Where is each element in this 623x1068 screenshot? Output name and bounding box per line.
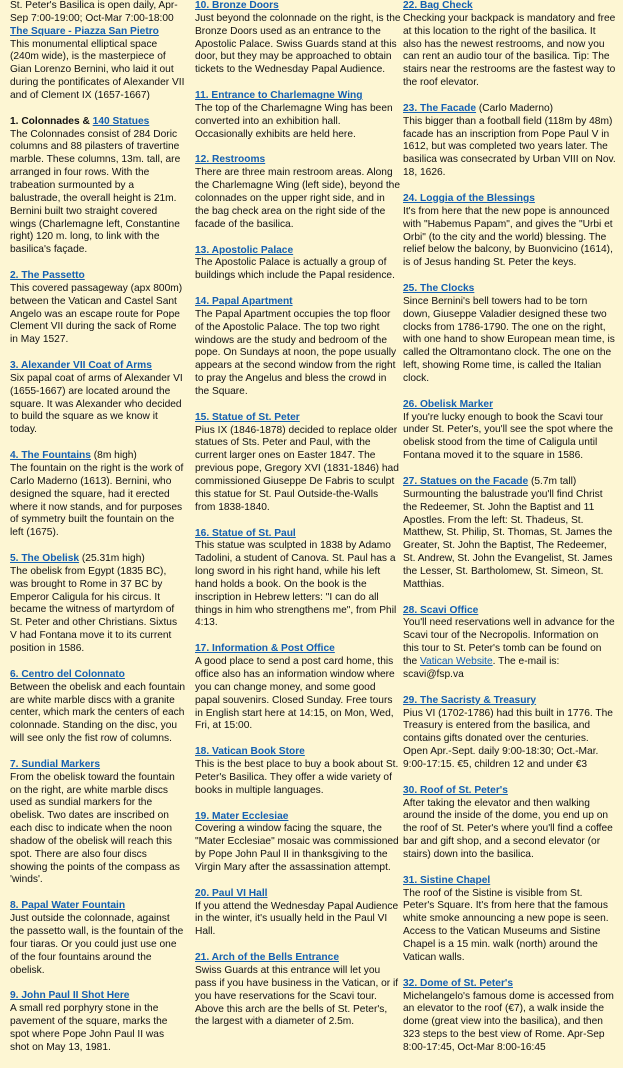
entry-title-link[interactable]: 31. Sistine Chapel — [403, 874, 491, 886]
entry-charlemagne — [195, 90, 401, 141]
entry-title-link[interactable]: 28. Scavi Office — [403, 604, 479, 616]
entry-note: (Carlo Maderno) — [476, 102, 554, 114]
entry-passetto — [10, 270, 186, 347]
entry-title-link[interactable]: 24. Loggia of the Blessings — [403, 192, 535, 204]
entry-colonnades — [10, 116, 186, 257]
entry-body: A small red porphyry stone in the pavement of the square, marks the spot where Pope John Paul II was shot on May 13, 1981. — [10, 1003, 168, 1053]
entry-body: From the obelisk toward the fountain on the right, are white marble discs used as sundial markers for the obelisk. Two dates are inscribed on each disc to indicate when the noon shadow of the obelisk will reach this spot. There are also four discs showing the points of the compass as 'winds'. — [10, 771, 180, 886]
entry-body: Pius VI (1702-1786) had this built in 1776. The Treasury is entered from the basilica, and contains gifts donated over the centuries. Open Apr.-Sept. daily 9:00-18:30; Oct.-Mar. 9:00-17:15. €5, children 12 and under €3 — [403, 707, 613, 770]
entry-body: Just outside the colonnade, against the passetto wall, is the fountain of the four tiaras. Or you could just use one of the four fountains around the obelisk. — [10, 913, 184, 976]
entry-title-link[interactable]: 18. Vatican Book Store — [195, 746, 305, 758]
entry-title-link[interactable]: 25. The Clocks — [403, 283, 475, 295]
entry-body: Surmounting the balustrade you'll find Christ the Redeemer, St. John the Baptist and 11 Apostles. From the left: St. Thadeus, St. Matthew, St. Philip, St. Thomas, St. James the Greater, St. John the Baptist, The Redeemer, St. Andrew, St. John the Evangelist, St. James the Lesser, St. Bartholomew, St. Simeon, St. Matthias. — [403, 488, 613, 590]
entry-title-link[interactable]: 4. The Fountains — [10, 450, 91, 462]
entry-restrooms — [195, 154, 401, 231]
entry-papal-water — [10, 900, 186, 977]
entry-sacristy — [403, 695, 616, 772]
entry-note: (8m high) — [90, 450, 137, 462]
column-2 — [195, 0, 401, 1042]
entry-statue-st-paul — [195, 528, 401, 631]
entry-coat-of-arms — [10, 360, 186, 437]
entry-jp2-shot — [10, 990, 186, 1054]
entry-apostolic-palace — [195, 245, 401, 284]
entry-title-link[interactable]: 26. Obelisk Marker — [403, 398, 494, 410]
entry-sistine — [403, 875, 616, 965]
entry-title-link[interactable]: 16. Statue of St. Paul — [195, 527, 296, 539]
entry-title-link[interactable]: 7. Sundial Markers — [10, 758, 101, 770]
entry-body: Checking your backpack is mandatory and free at this location to the right of the basilica. It also has the newest restrooms, and now you can rent an audio tour of the basilica. Tip: The stairs near the restrooms are the fastest way to the roof elevator. — [403, 12, 616, 89]
column-1 — [10, 0, 186, 1068]
entry-title-link[interactable]: 13. Apostolic Palace — [195, 244, 294, 256]
entry-title: 1. Colonnades & — [10, 115, 90, 127]
entry-title-link[interactable]: 11. Entrance to Charlemagne Wing — [195, 90, 363, 102]
entry-body: Six papal coat of arms of Alexander VI (1655-1667) are located around the square. It was Alexander who decided to build the square as we know it today. — [10, 372, 183, 436]
entry-body: Just beyond the colonnade on the right, is the Bronze Doors used as an entrance to the Apostolic Palace. Swiss Guards stand at this door, but they may be approached to obtain tickets to the Wednesday Papal Audience. — [195, 12, 401, 76]
entry-body: The fountain on the right is the work of Carlo Maderno (1613). Bernini, who designed the square, had it erected where it now stands, and for purposes of symmetry built the fountain on the left (1675). — [10, 463, 184, 539]
entry-body: Covering a window facing the square, the "Mater Ecclesiae" mosaic was commissioned by Pope John Paul II in thanksgiving to the Virgin Mary after the assassination attempt. — [195, 823, 399, 873]
entry-title-link[interactable]: 27. Statues on the Facade — [403, 476, 529, 487]
statues-link[interactable]: 140 Statues — [92, 115, 150, 127]
entry-info-post-office — [195, 643, 401, 733]
entry-facade — [403, 103, 616, 180]
entry-title-link[interactable]: 17. Information & Post Office — [195, 643, 335, 655]
entry-body: The Colonnades consist of 284 Doric columns and 88 pilasters of travertine marble. These columns, 13m. tall, are arranged in four rows. With the trabeation surmounted by a balustrade, the overall height is 21m. Bernini built two straight covered wings (Charlemagne left, Constantine right) 120 m. long, to link with the basilica's façade. — [10, 128, 181, 256]
entry-body: This bigger than a football field (118m by 48m) facade has an inscription from Pope Paul V in 1612, but was completed two years later. The basilica was consecrated by Urban VIII on Nov. 18, 1626. — [403, 115, 616, 179]
entry-bag-check — [403, 0, 616, 90]
entry-body: The top of the Charlemagne Wing has been converted into an exhibition hall. Occasionally exhibits are held here. — [195, 102, 393, 140]
entry-body — [403, 617, 616, 681]
entry-title-link[interactable]: 19. Mater Ecclesiae — [195, 810, 289, 822]
entry-body: The roof of the Sistine is visible from St. Peter's Square. It's from here that the famous white smoke announcing a new pope is seen. Access to the Vatican Museums and Sistine Chapel is a 15 min. walk (north) around the Vatican walls. — [403, 887, 609, 963]
entry-paul-vi-hall — [195, 888, 401, 939]
entry-papal-apartment — [195, 296, 401, 399]
entry-statue-st-peter — [195, 412, 401, 515]
entry-title-link[interactable]: 15. Statue of St. Peter — [195, 411, 300, 423]
entry-body: If you attend the Wednesday Papal Audience in the winter, it's usually held in the Paul VI Hall. — [195, 900, 399, 938]
entry-title-link[interactable]: 29. The Sacristy & Treasury — [403, 694, 537, 706]
column-3 — [403, 0, 616, 1068]
body-text: You'll need reservations well in advance for the Scavi tour of the Necropolis. Information on this tour to St. Peter's tomb can be found on the — [403, 617, 615, 667]
entry-body: Between the obelisk and each fountain are white marble discs with a granite center, which mark the centers of each colonnade. Standing on the disc, you will see only the fist row of columns. — [10, 681, 186, 745]
entry-body: Michelangelo's famous dome is accessed from an elevator to the roof (€7), a walk inside the dome (great view into the basilica), and then 323 steps to the best view of Rome. Apr-Sep 8:00-17:45, Oct-Mar 8:00-16:45 — [403, 990, 614, 1053]
entry-scavi-office — [403, 605, 616, 682]
entry-title-link[interactable]: 6. Centro del Colonnato — [10, 668, 125, 680]
entry-title-link[interactable]: 10. Bronze Doors — [195, 0, 279, 11]
entry-title-link[interactable]: 21. Arch of the Bells Entrance — [195, 952, 339, 964]
entry-body: The Papal Apartment occupies the top floor of the Apostolic Palace. The top two right windows are the study and bedroom of the pope. On Sundays at noon, the pope usually appears at the second window from the right to pray the Angelus and bless the crowd in the Square. — [195, 308, 397, 397]
entry-body: Pius IX (1846-1878) decided to replace older statues of Sts. Peter and Paul, with the current larger ones on Easter 1847. The previous pope, Gregory XVI (1831-1846) had commissioned Giuseppe De Fabris to sculpt this statue for St. Paul Outside-the-Walls from 1838-1840. — [195, 424, 399, 513]
opening-hours: St. Peter's Basilica is open daily, Apr-Sep 7:00-19:00; Oct-Mar 7:00-18:00 — [10, 0, 178, 24]
entry-body: A good place to send a post card home, this office also has an information window where you can change money, and some good papal souvenirs. Closed Sunday. Free tours in English start here at 14:15, on Mon, Wed, Fri, at 15:00. — [195, 656, 395, 732]
entry-body: This statue was sculpted in 1838 by Adamo Tadolini, a student of Canova. St. Paul has a long sword in his right hand, while his left hand holds a book. On the book is the inscription in Hebrew letters: "I can do all things in him who strengthens me", from Phil 4:13. — [195, 540, 397, 629]
entry-title-link[interactable]: 5. The Obelisk — [10, 553, 80, 565]
entry-title-link[interactable]: 22. Bag Check — [403, 0, 473, 11]
entry-title-link[interactable]: 8. Papal Water Fountain — [10, 900, 126, 912]
entry-clocks — [403, 283, 616, 386]
entry-loggia — [403, 193, 616, 270]
entry-sundial — [10, 759, 186, 887]
entry-title-link[interactable]: 30. Roof of St. Peter's — [403, 784, 508, 796]
entry-title-link[interactable]: 12. Restrooms — [195, 154, 266, 166]
entry-title-link[interactable]: 32. Dome of St. Peter's — [403, 977, 513, 989]
entry-note: (25.31m high) — [79, 553, 145, 565]
entry-body: Since Bernini's bell towers had to be torn down, Giuseppe Valadier designed these two clocks from 1786-1790. The one on the right, with one hand to show European mean time, is called the Oltramontano clock. The one on the left, showing Rome time, is called the Italian clock. — [403, 295, 615, 384]
entry-square — [10, 26, 186, 103]
entry-body: There are three main restroom areas. Along the Charlemagne Wing (left side), beyond the colonnades on the upper right side, and in the bag check area on the right side of the facade of the basilica. — [195, 167, 400, 230]
entry-body: Swiss Guards at this entrance will let you pass if you have business in the Vatican, or if you have reservations for the Scavi tour. Above this arch are the bells of St. Peter's, the largest with a diameter of 2.5m. — [195, 965, 399, 1028]
body-text: . The e-mail is: scavi@fsp.va — [403, 655, 560, 680]
entry-body: The Apostolic Palace is actually a group of buildings which include the Papal residence. — [195, 257, 395, 282]
entry-centro — [10, 669, 186, 746]
entry-body: If you're lucky enough to book the Scavi tour under St. Peter's, you'll see the spot where the obelisk stood from the time of Caligula until Fontana moved it to the square in 1586. — [403, 411, 614, 462]
entry-title-link[interactable]: 14. Papal Apartment — [195, 296, 293, 308]
entry-book-store — [195, 746, 401, 797]
entry-body: This covered passageway (apx 800m) between the Vatican and Castel Sant Angelo was an escape route for Pope Clement VII during the sack of Rome in May 1527. — [10, 282, 183, 346]
entry-title-link[interactable]: 9. John Paul II Shot Here — [10, 990, 130, 1002]
entry-title-link[interactable]: The Square - Piazza San Pietro — [10, 25, 159, 37]
entry-title-link[interactable]: 3. Alexander VII Coat of Arms — [10, 360, 152, 372]
entry-title-link[interactable]: 20. Paul VI Hall — [195, 887, 268, 899]
entry-body: This monumental elliptical space (240m wide), is the masterpiece of Gian Lorenzo Bernini, who laid it out during the pontificates of Alexander VII and of Clement IX (1657-1667) — [10, 38, 185, 101]
entry-obelisk-marker — [403, 399, 616, 463]
entry-dome — [403, 978, 616, 1055]
entry-body: This is the best place to buy a book about St. Peter's Basilica. They offer a wide variety of books in multiple languages. — [195, 759, 399, 796]
entry-arch-of-bells — [195, 952, 401, 1029]
entry-title-link[interactable]: 23. The Facade — [403, 102, 477, 114]
entry-body: It's from here that the new pope is announced with "Habemus Papam", and gives the "Urbi et Orbi" (to the city and the world) blessing. The relief below the balcony, by Buonvicino (1614), is of Jesus handing St. Peter the keys. — [403, 205, 613, 269]
entry-statues-facade — [403, 476, 616, 592]
entry-bronze-doors — [195, 0, 401, 77]
entry-roof — [403, 785, 616, 862]
entry-fountains — [10, 450, 186, 540]
entry-obelisk — [10, 553, 186, 656]
entry-body: After taking the elevator and then walking around the inside of the dome, you end up on the roof of St. Peter's where you'll find a coffee bar and gift shop, and a second elevator (or stairs) down into the basilica. — [403, 797, 613, 860]
entry-mater-ecclesiae — [195, 811, 401, 875]
entry-title-link[interactable]: 2. The Passetto — [10, 270, 85, 282]
entry-note: (5.7m tall) — [528, 476, 577, 487]
vatican-website-link[interactable]: Vatican Website — [420, 655, 493, 667]
entry-body: The obelisk from Egypt (1835 BC), was brought to Rome in 37 BC by Emperor Caligula for his circus. It became the witness of martyrdom of St. Peter and other Christians. Sixtus V had Fontana move it to its current position in 1586. — [10, 565, 178, 654]
